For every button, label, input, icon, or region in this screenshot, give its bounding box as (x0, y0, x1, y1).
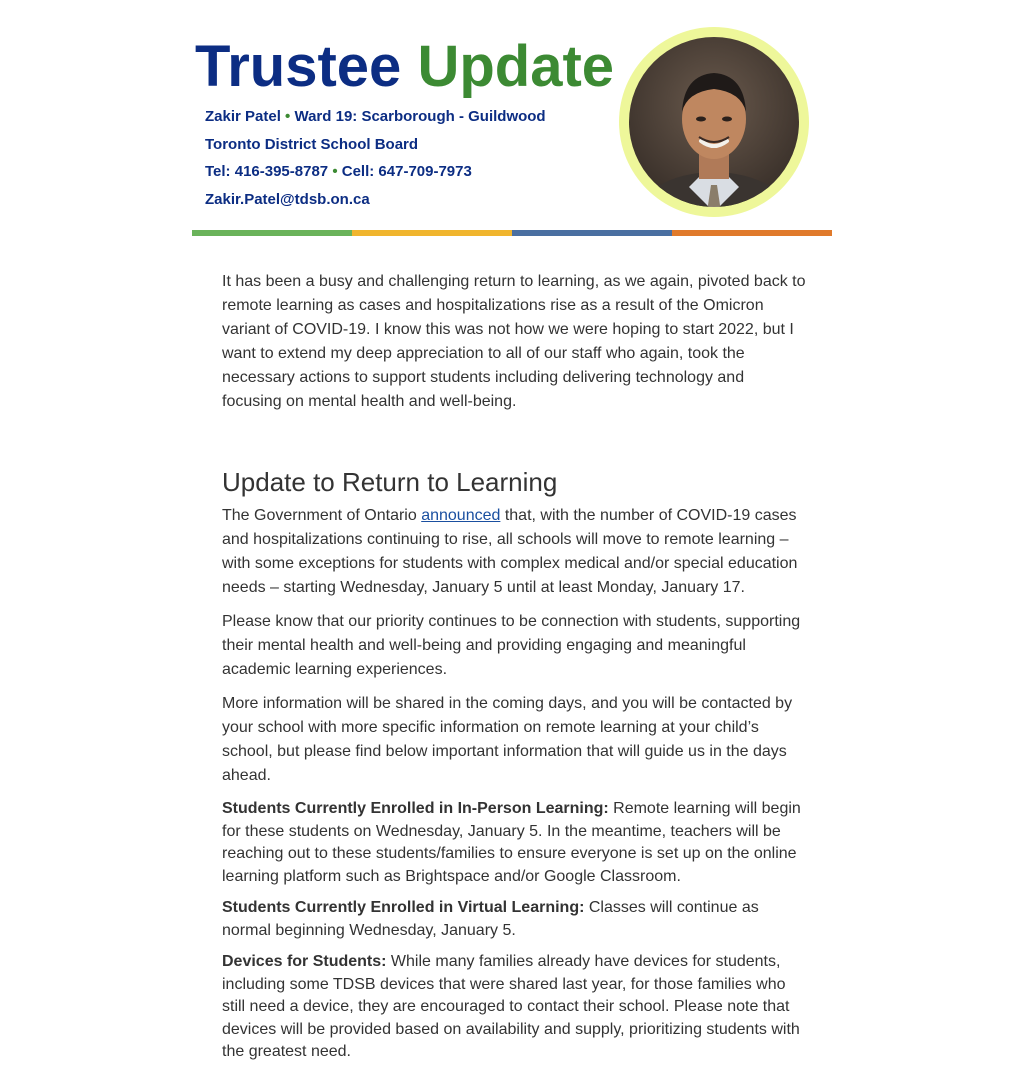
item-label: Students Currently Enrolled in Virtual Learning: (222, 899, 585, 916)
p1-text-after: that, with the number of COVID-19 cases and hospitalizations continuing to rise, all schools will move to remote learning – with some exceptions for students with complex medical and/or special education needs – starting Wednesday, January 5 until at least Monday, January 17. (222, 507, 798, 596)
portrait-frame (619, 27, 809, 217)
rule-segment-orange (672, 230, 832, 236)
in-person-item (222, 798, 806, 888)
bullet-separator: • (285, 108, 291, 125)
item-text: Classes will continue as normal beginning Wednesday, January 5. (222, 899, 759, 939)
rule-segment-green (192, 230, 352, 236)
newsletter-title (195, 36, 614, 98)
newsletter-body (222, 270, 806, 1073)
item-label: Students Currently Enrolled in In-Person Learning: (222, 800, 609, 817)
color-rule (192, 230, 832, 236)
rule-segment-blue (512, 230, 672, 236)
announcement-paragraph (222, 504, 806, 600)
item-text: While many families already have devices for students, including some TDSB devices that were shared last year, for those families who still need a device, they are encouraged to contact their school. Please note that devices will be provided based on availability and supply, prioritizing students with the greatest need. (222, 953, 800, 1060)
section-heading: Update to Return to Learning (222, 467, 558, 497)
board-name: Toronto District School Board (205, 135, 419, 153)
intro-paragraph: It has been a busy and challenging return to learning, as we again, pivoted back to remote learning as cases and hospitalizations rise as a result of the Omicron variant of COVID-19. I know this was not how we were hoping to start 2022, but I want to extend my deep appreciation to all of our staff who again, took the necessary actions to support students including delivering technology and focusing on mental health and well-being. (222, 273, 806, 410)
devices-item (222, 951, 806, 1064)
item-text: Remote learning will begin for these students on Wednesday, January 5. In the meantime, teachers will be reaching out to these students/families to ensure everyone is set up on the online learning platform such as Brightspace and/or Google Classroom. (222, 800, 801, 885)
bullet-separator: • (332, 163, 338, 180)
more-info-paragraph: More information will be shared in the coming days, and you will be contacted by your school with more specific information on remote learning at your child’s school, but please find below important information that will guide us in the days ahead. (222, 695, 793, 784)
p1-text-before: The Government of Ontario (222, 507, 422, 524)
trustee-portrait (629, 37, 799, 207)
ward-name: Ward 19: Scarborough - Guildwood (294, 108, 546, 125)
title-trustee: Trustee (195, 34, 402, 99)
phone-tel: Tel: 416-395-8787 (205, 163, 329, 180)
email-address[interactable]: Zakir.Patel@tdsb.on.ca (205, 190, 370, 208)
announced-link[interactable]: announced (421, 507, 501, 524)
phone-cell: Cell: 647-709-7973 (341, 163, 472, 180)
trustee-name: Zakir Patel (205, 108, 281, 125)
title-update: Update (417, 34, 615, 99)
item-label: Devices for Students: (222, 953, 387, 970)
virtual-item (222, 897, 806, 942)
rule-segment-yellow (352, 230, 512, 236)
newsletter-header (192, 0, 832, 240)
priority-paragraph: Please know that our priority continues to be connection with students, supporting their mental health and well-being and providing engaging and meaningful academic learning experiences. (222, 613, 801, 678)
contact-info (205, 106, 546, 216)
